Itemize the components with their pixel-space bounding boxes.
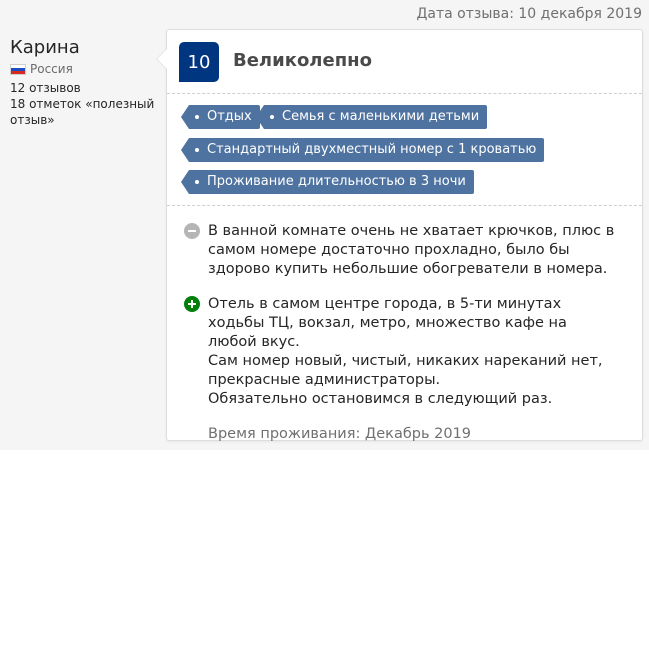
score-badge: 10 [179,42,219,82]
reviewer-name: Карина [10,37,80,58]
reviewer-country [10,62,160,76]
positive-comment-line: Сам номер новый, чистый, никаких нареканий нет, прекрасные администраторы. [208,353,603,388]
negative-comment [167,222,642,279]
tag-trip-type: Отдых [189,105,260,129]
reviewer-info [10,38,160,128]
tag-stay-length: Проживание длительностью в 3 ночи [189,170,474,194]
negative-comment-text: В ванной комнате очень не хватает крючков, плюс в самом номере достаточно прохладно, было бы здорово купить небольшие обогреватели в номера. [208,223,615,277]
positive-comment-line: Обязательно остановимся в следующий раз. [208,391,553,407]
rating-word: Великолепно [233,50,372,71]
card-pointer [156,48,167,70]
tag-room-type: Стандартный двухместный номер с 1 кроватью [189,138,544,162]
stay-period: Время проживания: Декабрь 2019 [208,426,472,442]
reviewer-country-label: Россия [30,62,73,76]
review-date: Дата отзыва: 10 декабря 2019 [416,6,642,22]
minus-circle-icon [184,223,200,239]
review-header [167,30,642,94]
positive-comment [167,295,642,409]
plus-circle-icon [184,296,200,312]
reviewer-reviews-count: 12 отзывов [10,81,81,95]
review-comments [167,206,642,442]
positive-comment-line: Отель в самом центре города, в 5-ти минутах ходьбы ТЦ, вокзал, метро, множество кафе на любой вкус. [208,296,567,350]
reviewer-helpful-votes: 18 отметок «полезный отзыв» [10,97,155,127]
russia-flag-icon [10,64,26,75]
tag-traveler-type: Семья с маленькими детьми [264,105,487,129]
review-card [166,29,643,441]
review-tags [167,94,642,206]
